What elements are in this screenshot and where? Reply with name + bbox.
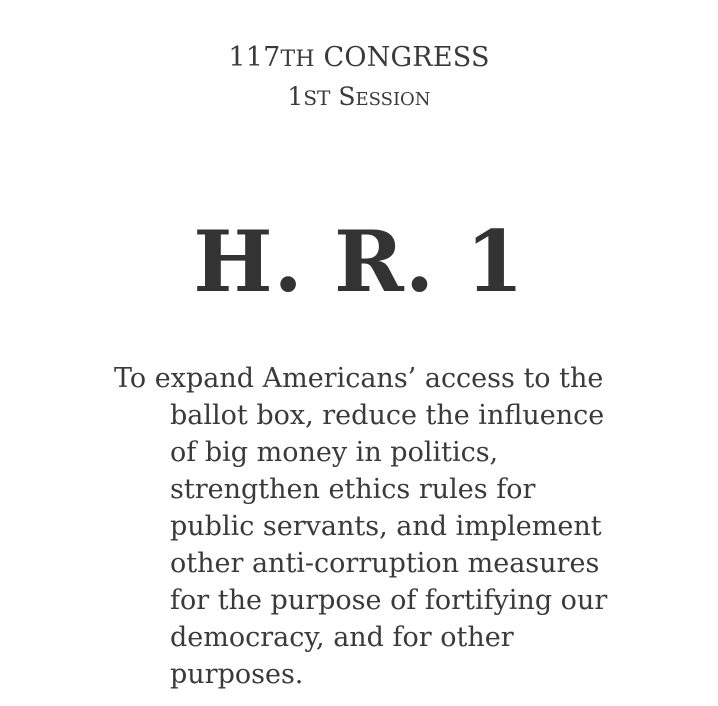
congress-word: CONGRESS [323,42,490,73]
bill-number-title: H. R. 1 [193,212,525,311]
congress-ordinal-suffix: TH [280,47,315,72]
congress-number: 117 [228,42,281,73]
session-ordinal-suffix: ST [303,86,331,110]
congress-heading [0,42,718,76]
session-word: Session [338,82,431,111]
bill-purpose-text: To expand Americans’ access to the ballot box, reduce the influence of big money in politics, strengthen ethics rules for public servants, and implement other anti-corruption measures for the purpose of fortifying our democracy, and for other purposes. [114,363,608,690]
session-heading [0,82,718,113]
session-number: 1 [287,82,304,111]
